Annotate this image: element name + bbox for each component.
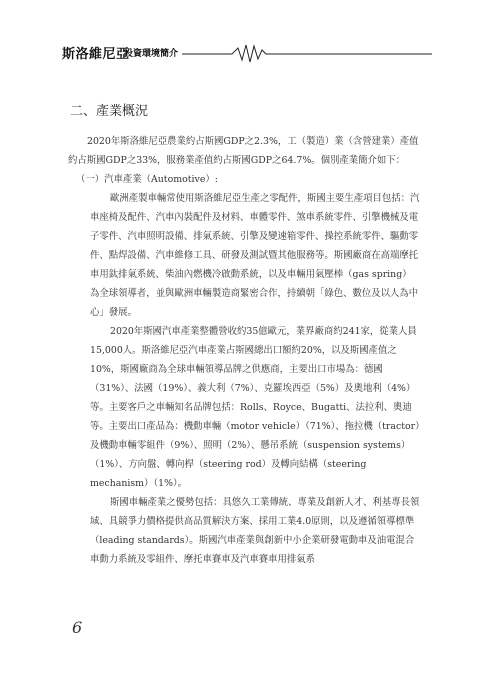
- running-header: [62, 42, 432, 64]
- paragraph-2: 2020年斯國汽車產業整體營收約35億歐元，業界廠商約241家，從業人員15,000人。斯洛維尼亞汽車產業占斯國總出口額約20%，以及斯國產值之10%，斯國廠商為全球車輛領導品牌之供應商，主要出口市場為：德國（31%）、法國（19%）、義大利（7%）、克羅埃西亞（5%）及奧地利（4%）等。主要客戶之車輛知名品牌包括：Rolls、Royce、Bugatti、法拉利、奧迪等。主要出口產品為：機動車輛（motor vehicle）（71%）、拖拉機（tractor）及機動車輛零組件（9%）、照明（2%）、懸吊系統（suspension systems）（1%）、方向盤、轉向桿（steering rod）及轉向結構（steering mechanism）（1%）。: [90, 326, 420, 489]
- intro-paragraph: 2020年斯洛維尼亞農業約占斯國GDP之2.3%，工（製造）業（含營建業）產值約占斯國GDP之33%，服務業產值約占斯國GDP之64.7%。個別產業簡介如下：: [68, 136, 419, 166]
- paragraph-3: 斯國車輛產業之優勢包括：具悠久工業傳統、專業及創新人才、利基專長領域、具競爭力價格提供高品質解決方案、採用工業4.0原則，以及遵循領導標準（leading standards）。斯國汽車產業與創新中小企業研發電動車及油電混合車動力系統及零組件、摩托車賽車及汽車賽車用排氣系: [90, 497, 420, 565]
- paragraph-1: 歐洲產製車輛常使用斯洛維尼亞生產之零配件，斯國主要生產項目包括：汽車座椅及配件、汽車內裝配件及材料、車體零件、煞車系統零件、引擎機械及電子零件、汽車照明設備、排氣系統、引擎及變速箱零件、操控系統零件、驅動零件、點焊設備、汽車維修工具、研發及測試暨其他服務等。斯國廠商在高端摩托車用鈦排氣系統、柴油內燃機冷啟動系統，以及車輛用氣壓棒（gas spring）為全球領導者，並與歐洲車輛製造商緊密合作，持續朝「綠色、數位及以人為中心」發展。: [90, 193, 420, 318]
- subheading: （一）汽車產業（Automotive）:: [76, 174, 218, 185]
- page-number: 6: [72, 618, 83, 637]
- header-title: 斯洛維尼亞: [62, 47, 130, 62]
- body-text: [68, 132, 420, 569]
- header-subtitle: 投資環境簡介: [124, 49, 179, 59]
- section-title: 二、產業概況: [70, 104, 149, 119]
- subsection-body: [90, 189, 420, 569]
